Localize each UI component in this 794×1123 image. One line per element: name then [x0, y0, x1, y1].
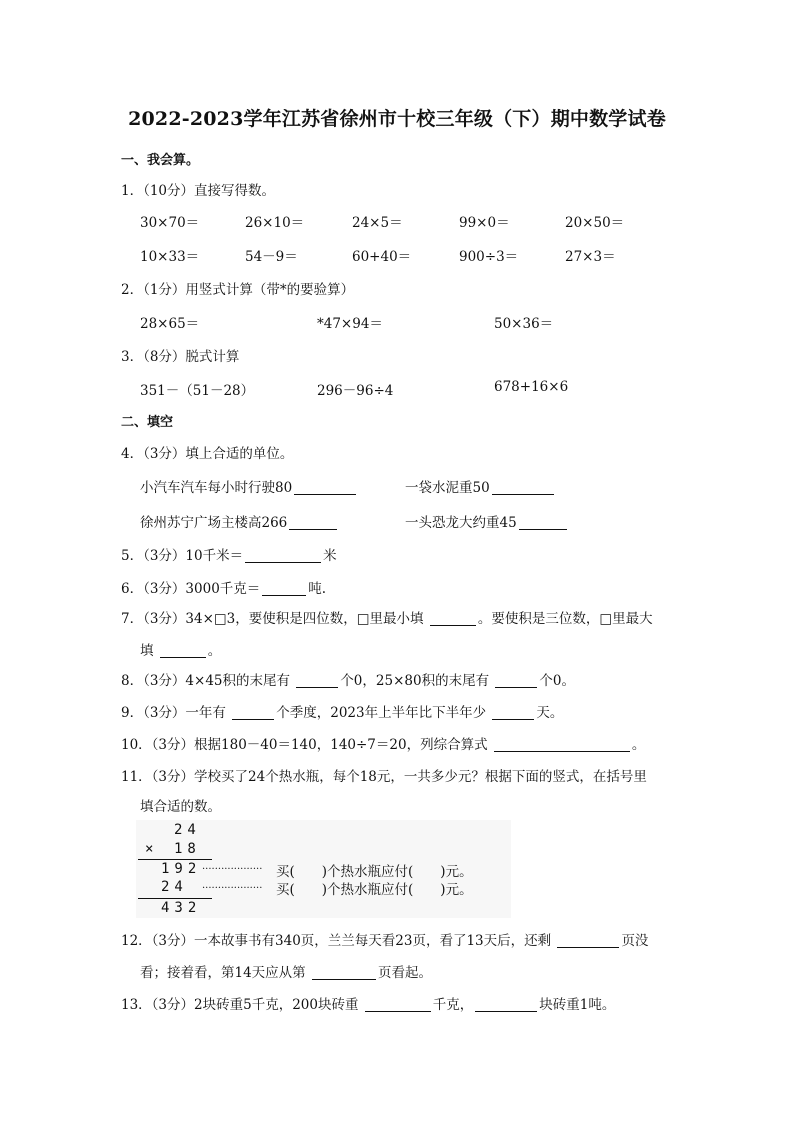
q4-item-a-text: 小汽车汽车每小时行驶80: [140, 480, 293, 496]
q3-item: 678+16×6: [494, 379, 569, 395]
dotted-leader: ···················: [202, 864, 263, 875]
q1-item: 900÷3＝: [459, 249, 519, 265]
question-13: [121, 993, 615, 1013]
divider-line: [138, 898, 212, 899]
q1-item: 30×70＝: [140, 215, 200, 231]
q4-item-c: [140, 511, 339, 531]
q2-item: 50×36＝: [494, 316, 554, 332]
q4-item-b: [405, 476, 556, 496]
partial-note-2: 买( )个热水瓶应付( )元。: [276, 882, 473, 898]
q2-item: *47×94＝: [317, 316, 383, 332]
final-product: 432: [161, 900, 202, 916]
question-11-line-2: 填合适的数。: [140, 799, 221, 815]
question-12-line-2: [140, 961, 432, 981]
q7-text-end: 。: [207, 643, 222, 659]
question-4-stem: 4．（3分）填上合适的单位。: [121, 446, 294, 462]
answer-blank[interactable]: [365, 997, 431, 1012]
divider-line: [138, 859, 212, 860]
multiplier: 18: [174, 841, 201, 857]
answer-blank[interactable]: [519, 515, 567, 530]
q9-text: 9．（3分）一年有: [121, 705, 226, 721]
question-2-stem: 2．（1分）用竖式计算（带*的要验算）: [121, 282, 355, 298]
question-10: [121, 733, 645, 753]
q6-text: 6．（3分）3000千克＝: [121, 581, 261, 597]
section-1-heading: 一、我会算。: [121, 153, 200, 168]
answer-blank[interactable]: [475, 997, 537, 1012]
answer-blank[interactable]: [262, 581, 306, 596]
answer-blank[interactable]: [492, 480, 554, 495]
q12-text-line2: 看；接着看，第14天应从第: [140, 965, 306, 981]
q9-text-end: 天。: [536, 705, 564, 721]
question-9: [121, 701, 563, 721]
answer-blank[interactable]: [557, 933, 619, 948]
answer-blank[interactable]: [430, 611, 476, 626]
q1-item: 10×33＝: [140, 249, 200, 265]
q7-text: 7．（3分）34×□3，要使积是四位数，□里最小填: [121, 611, 424, 627]
q8-text: 8．（3分）4×45积的末尾有: [121, 673, 291, 689]
q3-item: 296－96÷4: [317, 383, 394, 399]
q13-text-mid: 千克，: [432, 997, 474, 1013]
question-7-line-1: [121, 607, 653, 627]
partial-product-2: 24: [161, 879, 188, 895]
question-6: [121, 577, 326, 597]
q1-item: 26×10＝: [245, 215, 305, 231]
answer-blank[interactable]: [495, 673, 537, 688]
answer-blank[interactable]: [232, 705, 274, 720]
q13-text: 13．（3分）2块砖重5千克，200块砖重: [121, 997, 359, 1013]
q1-item: 99×0＝: [459, 215, 510, 231]
q12-text-end: 页没: [621, 933, 649, 949]
q3-item: 351－（51－28）: [140, 383, 255, 399]
question-1-stem: 1．（10分）直接写得数。: [121, 183, 276, 199]
page-title: 2022-2023学年江苏省徐州市十校三年级（下）期中数学试卷: [128, 108, 666, 130]
answer-blank[interactable]: [289, 515, 337, 530]
partial-note-1: 买( )个热水瓶应付( )元。: [276, 864, 473, 880]
q9-text-mid: 个季度，2023年上半年比下半年少: [276, 705, 487, 721]
q4-item-b-text: 一袋水泥重50: [405, 480, 490, 496]
answer-blank[interactable]: [294, 480, 356, 495]
answer-blank[interactable]: [494, 737, 630, 752]
answer-blank[interactable]: [296, 673, 338, 688]
q1-item: 27×3＝: [565, 249, 616, 265]
answer-blank[interactable]: [160, 643, 206, 658]
q13-text-end: 块砖重1吨。: [539, 997, 616, 1013]
q10-text-end: 。: [631, 737, 646, 753]
q1-item: 54－9＝: [245, 249, 298, 265]
section-2-heading: 二、填空: [121, 415, 174, 430]
q10-text: 10．（3分）根据180－40＝140，140÷7＝20，列综合算式: [121, 737, 488, 753]
answer-blank[interactable]: [492, 705, 534, 720]
question-5: [121, 544, 337, 564]
q8-text-mid: 个0，25×80积的末尾有: [340, 673, 490, 689]
q1-item: 20×50＝: [565, 215, 625, 231]
answer-blank[interactable]: [312, 965, 376, 980]
q2-item: 28×65＝: [140, 316, 200, 332]
q1-item: 24×5＝: [352, 215, 403, 231]
answer-blank[interactable]: [245, 548, 321, 563]
multiply-sign: ×: [145, 841, 159, 857]
question-12-line-1: [121, 929, 648, 949]
q4-item-c-text: 徐州苏宁广场主楼高266: [140, 515, 288, 531]
vertical-multiplication-figure: [136, 820, 511, 918]
q5-text: 5．（3分）10千米＝: [121, 548, 244, 564]
q7-text-mid: 。要使积是三位数，□里最大: [477, 611, 653, 627]
question-3-stem: 3．（8分）脱式计算: [121, 349, 240, 365]
multiplicand: 24: [174, 822, 201, 838]
q5-unit: 米: [323, 548, 337, 564]
partial-product-1: 192: [161, 861, 202, 877]
dotted-leader: ···················: [202, 883, 263, 894]
q4-item-d-text: 一头恐龙大约重45: [405, 515, 517, 531]
q1-item: 60+40＝: [352, 249, 412, 265]
question-7-line-2: [140, 639, 221, 659]
question-11-line-1: 11．（3分）学校买了24个热水瓶，每个18元，一共多少元？根据下面的竖式，在括号里: [121, 769, 647, 785]
q7-text-line2: 填: [140, 643, 154, 659]
q4-item-a: [140, 476, 358, 496]
q8-text-end: 个0。: [539, 673, 575, 689]
q6-unit: 吨.: [308, 581, 327, 597]
q12-text-line2-end: 页看起。: [377, 965, 432, 981]
q12-text: 12．（3分）一本故事书有340页，兰兰每天看23页，看了13天后，还剩: [121, 933, 552, 949]
question-8: [121, 669, 575, 689]
q4-item-d: [405, 511, 569, 531]
